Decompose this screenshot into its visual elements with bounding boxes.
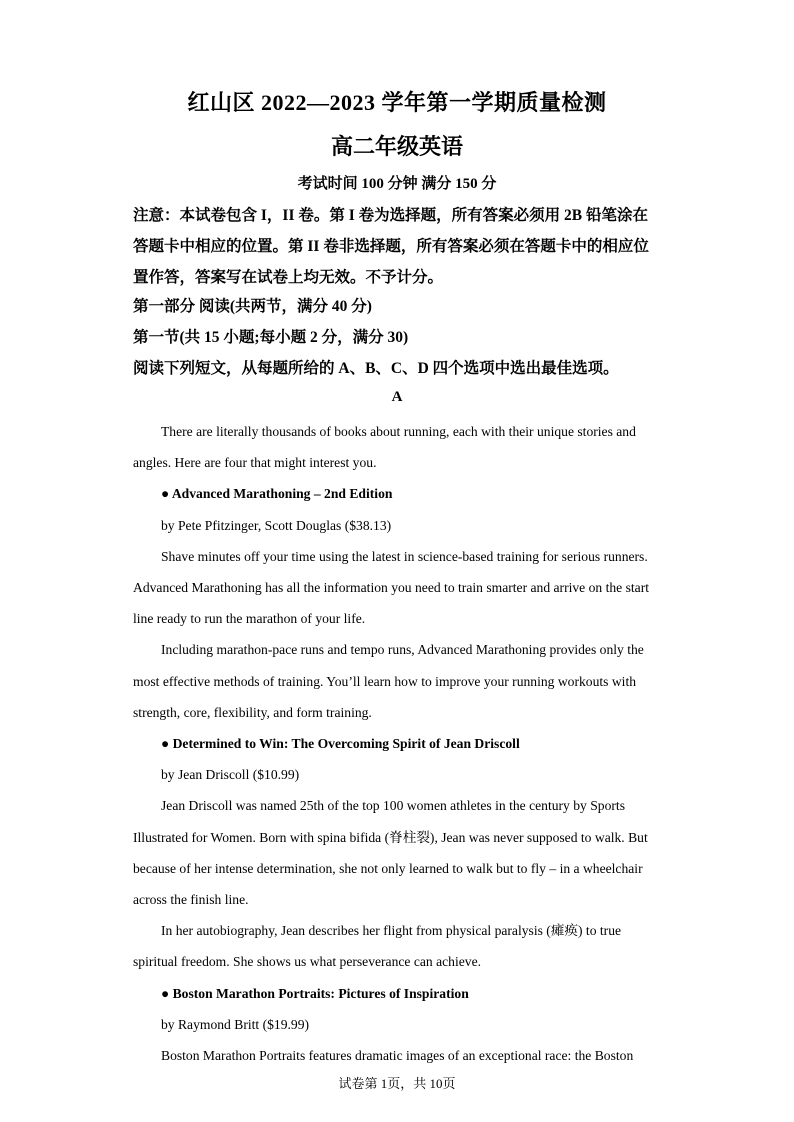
exam-notice: 注意：本试卷包含 I，II 卷。第 I 卷为选择题，所有答案必须用 2B 铅笔涂在答题卡中相应的位置。第 II 卷非选择题，所有答案必须在答题卡中的相应位置作答，答案写在试卷上均无效。不予计分。 — [133, 207, 649, 286]
book-title: ● Advanced Marathoning – 2nd Edition — [161, 486, 393, 502]
book-title: ● Determined to Win: The Overcoming Spirit of Jean Driscoll — [161, 736, 520, 752]
section-heading: 第一节(共 15 小题;每小题 2 分，满分 30) — [133, 329, 409, 346]
book-paragraph: Jean Driscoll was named 25th of the top 100 women athletes in the century by Sports Illustrated for Women. Born with spina bifida (脊柱裂), Jean was never supposed to walk. But because of her intense determination, she not only learned to walk but to fly – in a wheelchair across the finish line. — [133, 798, 648, 908]
exam-title: 红山区 2022—2023 学年第一学期质量检测 — [187, 90, 607, 115]
exam-info: 考试时间 100 分钟 满分 150 分 — [297, 176, 497, 192]
book-paragraph: Shave minutes off your time using the latest in science-based training for serious runners. Advanced Marathoning has all the information you need to train smarter and arrive on the start line ready to run the marathon of your life. — [133, 548, 650, 627]
passage-label: A — [391, 389, 403, 405]
book-title: ● Boston Marathon Portraits: Pictures of Inspiration — [161, 985, 469, 1001]
book-paragraph: In her autobiography, Jean describes her flight from physical paralysis (瘫痪) to true spiritual freedom. She shows us what perseverance can achieve. — [133, 923, 622, 970]
page-footer: 试卷第 1页，共 10页 — [338, 1076, 456, 1091]
grade-subject-title: 高二年级英语 — [330, 134, 463, 159]
passage-intro: There are literally thousands of books about running, each with their unique stories and angles. Here are four that might interest you. — [133, 424, 636, 471]
book-byline: by Raymond Britt ($19.99) — [161, 1016, 310, 1032]
part-heading: 第一部分 阅读(共两节，满分 40 分) — [133, 298, 372, 315]
instruction-text: 阅读下列短文，从每题所给的 A、B、C、D 四个选项中选出最佳选项。 — [133, 360, 619, 377]
book-paragraph: Including marathon-pace runs and tempo runs, Advanced Marathoning provides only the most effective methods of training. You’ll learn how to improve your running workouts with strength, core, flexibility, and form training. — [133, 642, 644, 720]
book-byline: by Pete Pfitzinger, Scott Douglas ($38.13) — [161, 517, 392, 533]
book-paragraph: Boston Marathon Portraits features dramatic images of an exceptional race: the Boston — [161, 1048, 634, 1064]
passage-body — [133, 416, 663, 1071]
book-byline: by Jean Driscoll ($10.99) — [161, 767, 300, 783]
